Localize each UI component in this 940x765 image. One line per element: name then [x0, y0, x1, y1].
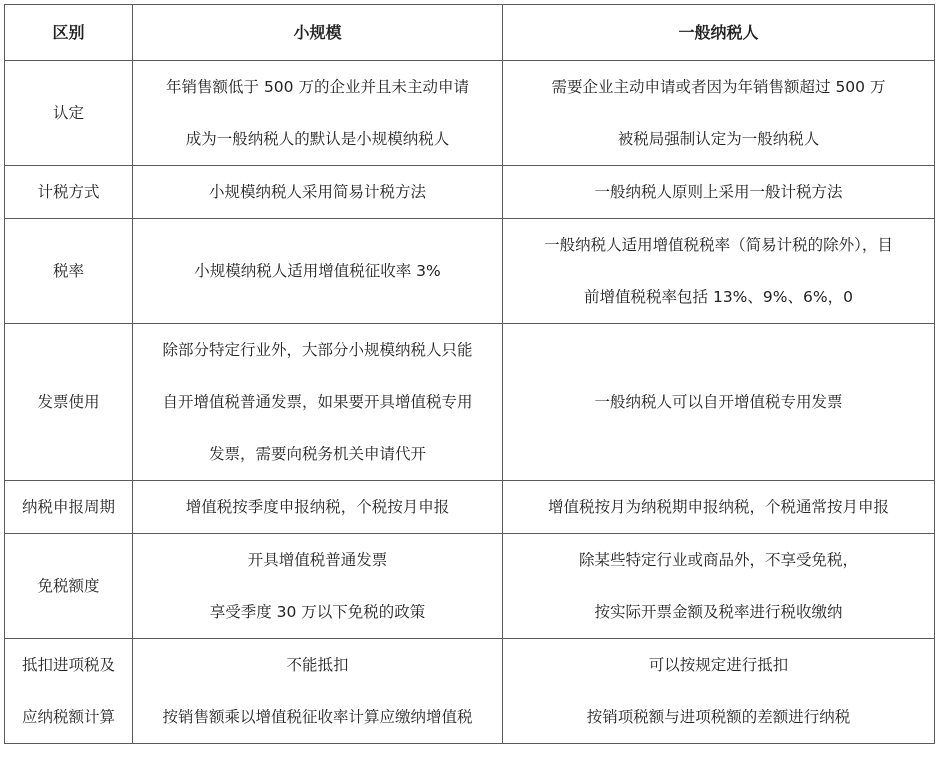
header-cell-difference: 区别: [5, 5, 133, 61]
header-cell-general-taxpayer: 一般纳税人: [503, 5, 935, 61]
cell-text-line: 被税局强制认定为一般纳税人: [617, 130, 820, 148]
small-scale-cell: [133, 534, 503, 639]
cell-text-line: 增值税按月为纳税期申报纳税，个税通常按月申报: [547, 498, 889, 516]
general-taxpayer-cell: [503, 219, 935, 324]
cell-text-line: 一般纳税人适用增值税税率（简易计税的除外），目: [544, 236, 893, 254]
cell-text-line: 不能抵扣: [286, 656, 349, 674]
comparison-table: [4, 4, 935, 744]
cell-text-line: 抵扣进项税及: [21, 656, 115, 674]
row-label-cell: [5, 639, 133, 744]
cell-text-line: 成为一般纳税人的默认是小规模纳税人: [185, 130, 450, 148]
cell-text-line: 增值税按季度申报纳税，个税按月申报: [185, 498, 450, 516]
cell-text-line: 可以按规定进行抵扣: [648, 656, 789, 674]
cell-text-line: 开具增值税普通发票: [247, 551, 388, 569]
header-row: [5, 5, 935, 61]
table-row-input-tax-deduction: [5, 639, 935, 744]
table-row-filing-period: [5, 481, 935, 534]
row-label-cell: [5, 219, 133, 324]
cell-text-line: 自开增值税普通发票，如果要开具增值税专用: [162, 393, 473, 411]
cell-text-line: 认定: [52, 104, 84, 122]
row-label-cell: [5, 324, 133, 481]
table-row-tax-exemption: [5, 534, 935, 639]
cell-text-line: 小规模纳税人适用增值税征收率 3%: [194, 262, 441, 280]
cell-text-line: 免税额度: [37, 577, 100, 595]
cell-text-line: 按销售额乘以增值税征收率计算应缴纳增值税: [162, 708, 473, 726]
small-scale-cell: [133, 61, 503, 166]
small-scale-cell: [133, 219, 503, 324]
cell-text-line: 小规模纳税人采用简易计税方法: [208, 183, 426, 201]
table-row-invoice-usage: [5, 324, 935, 481]
row-label-cell: [5, 534, 133, 639]
cell-text-line: 计税方式: [37, 183, 100, 201]
cell-text-line: 发票使用: [37, 393, 100, 411]
small-scale-cell: [133, 481, 503, 534]
row-label-cell: [5, 61, 133, 166]
cell-text-line: 除部分特定行业外，大部分小规模纳税人只能: [162, 341, 473, 359]
general-taxpayer-cell: [503, 481, 935, 534]
table-row-tax-method: [5, 166, 935, 219]
general-taxpayer-cell: [503, 639, 935, 744]
table-row-tax-rate: [5, 219, 935, 324]
cell-text-line: 按销项税额与进项税额的差额进行纳税: [586, 708, 851, 726]
cell-text-line: 享受季度 30 万以下免税的政策: [209, 603, 426, 621]
row-label-cell: [5, 481, 133, 534]
general-taxpayer-cell: [503, 61, 935, 166]
cell-text-line: 需要企业主动申请或者因为年销售额超过 500 万: [551, 78, 886, 96]
cell-text-line: 税率: [52, 262, 84, 280]
cell-text-line: 除某些特定行业或商品外，不享受免税，: [578, 551, 858, 569]
cell-text-line: 一般纳税人原则上采用一般计税方法: [594, 183, 843, 201]
row-label-cell: [5, 166, 133, 219]
cell-text-line: 纳税申报周期: [21, 498, 115, 516]
general-taxpayer-cell: [503, 166, 935, 219]
small-scale-cell: [133, 639, 503, 744]
general-taxpayer-cell: [503, 534, 935, 639]
cell-text-line: 按实际开票金额及税率进行税收缴纳: [594, 603, 843, 621]
cell-text-line: 发票，需要向税务机关申请代开: [208, 445, 426, 463]
small-scale-cell: [133, 324, 503, 481]
cell-text-line: 年销售额低于 500 万的企业并且未主动申请: [166, 78, 469, 96]
header-cell-small-scale: 小规模: [133, 5, 503, 61]
cell-text-line: 应纳税额计算: [21, 708, 115, 726]
table-row-recognition: [5, 61, 935, 166]
cell-text-line: 一般纳税人可以自开增值税专用发票: [594, 393, 843, 411]
small-scale-cell: [133, 166, 503, 219]
general-taxpayer-cell: [503, 324, 935, 481]
cell-text-line: 前增值税税率包括 13%、9%、6%，0: [584, 288, 853, 306]
